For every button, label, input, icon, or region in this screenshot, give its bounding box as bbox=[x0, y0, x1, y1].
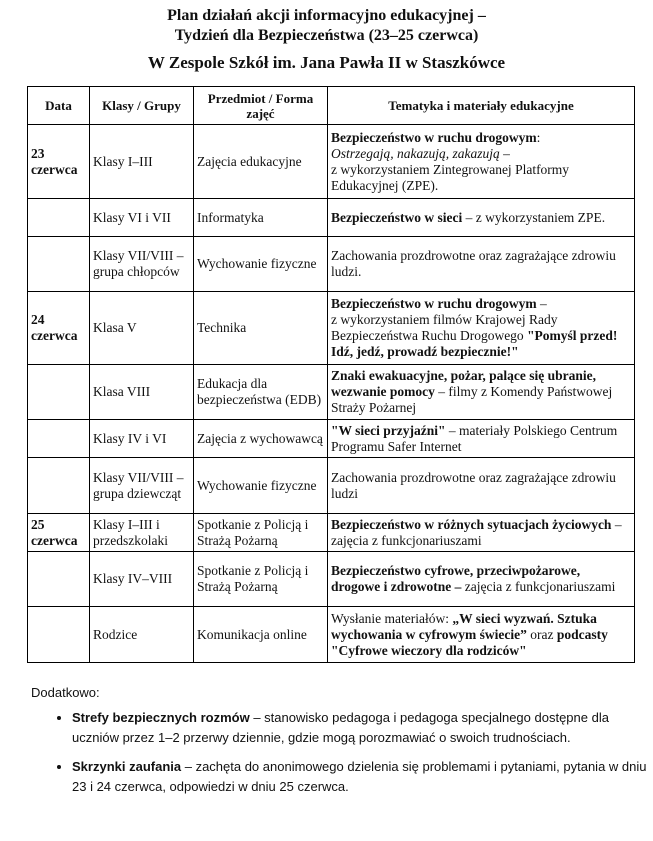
table-row bbox=[28, 607, 635, 663]
topic-cell bbox=[328, 514, 635, 552]
schedule-table bbox=[27, 86, 635, 663]
table-row bbox=[28, 199, 635, 237]
group-cell: Klasy VI i VII bbox=[90, 199, 194, 237]
date-cell bbox=[28, 552, 90, 607]
topic-italic: Ostrzegają, nakazują, zakazują bbox=[331, 145, 500, 161]
topic-cell bbox=[328, 365, 635, 420]
list-item-title: Strefy bezpiecznych rozmów bbox=[72, 710, 250, 725]
subject-cell: Wychowanie fizyczne bbox=[194, 237, 328, 292]
table-row bbox=[28, 292, 635, 365]
group-cell: Rodzice bbox=[90, 607, 194, 663]
topic-highlight: „W sieci wyzwań. Sztuka wychowania w cyfrowym świecie” bbox=[331, 610, 597, 642]
document-title-line-2: Tydzień dla Bezpieczeństwa (23–25 czerwca) bbox=[174, 27, 479, 44]
group-cell: Klasy I–III bbox=[90, 125, 194, 199]
group-cell: Klasy VII/VIII – grupa dziewcząt bbox=[90, 458, 194, 514]
date-cell: 23 czerwca bbox=[28, 125, 90, 199]
topic-highlight: Bezpieczeństwo w różnych sytuacjach życiowych bbox=[331, 516, 612, 532]
table-header-row bbox=[28, 87, 635, 125]
subject-cell: Komunikacja online bbox=[194, 607, 328, 663]
topic-cell bbox=[328, 420, 635, 458]
header-subject: Przedmiot / Forma zajęć bbox=[194, 87, 328, 125]
subject-cell: Wychowanie fizyczne bbox=[194, 458, 328, 514]
list-item-text: – zachęta do anonimowego dzielenia się problemami i pytaniami, pytania w dniu 23 i 24 czerwca, odpowiedzi w dniu 25 czerwca. bbox=[72, 759, 647, 794]
subject-cell: Informatyka bbox=[194, 199, 328, 237]
topic-cell bbox=[328, 199, 635, 237]
group-cell: Klasa V bbox=[90, 292, 194, 365]
topic-highlight: Bezpieczeństwo w ruchu drogowym bbox=[331, 296, 537, 311]
topic-text: zajęcia z funkcjonariuszami bbox=[461, 579, 616, 594]
topic-text-connector: oraz bbox=[526, 626, 557, 642]
document-title-line-1: Plan działań akcji informacyjno edukacyjnej – bbox=[167, 7, 486, 24]
list-item-title: Skrzynki zaufania bbox=[72, 759, 182, 774]
table-row bbox=[28, 365, 635, 420]
topic-text: Wysłanie materiałów: bbox=[331, 610, 453, 626]
subject-cell: Edukacja dla bezpieczeństwa (EDB) bbox=[194, 365, 328, 420]
topic-highlight: Bezpieczeństwo w ruchu drogowym bbox=[331, 129, 537, 145]
topic-text: Zachowania prozdrowotne oraz zagrażające zdrowiu ludzi bbox=[331, 469, 616, 501]
header-date: Data bbox=[28, 87, 90, 125]
list-item bbox=[72, 708, 653, 748]
header-topic: Tematyka i materiały edukacyjne bbox=[328, 87, 635, 125]
topic-highlight: Znaki ewakuacyjne, pożar, palące się ubranie, wezwanie pomocy bbox=[331, 368, 597, 399]
topic-highlight: Bezpieczeństwo cyfrowe, przeciwpożarowe, drogowe i zdrowotne – bbox=[331, 563, 581, 594]
date-cell bbox=[28, 420, 90, 458]
topic-cell bbox=[328, 237, 635, 292]
table-row bbox=[28, 552, 635, 607]
table-row bbox=[28, 125, 635, 199]
date-cell: 25 czerwca bbox=[28, 514, 90, 552]
document-subtitle: W Zespole Szkół im. Jana Pawła II w Staszkówce bbox=[147, 53, 506, 72]
subject-cell: Zajęcia edukacyjne bbox=[194, 125, 328, 199]
group-cell: Klasy VII/VIII – grupa chłopców bbox=[90, 237, 194, 292]
date-cell bbox=[28, 237, 90, 292]
topic-text: – zajęcia z funkcjonariuszami bbox=[331, 516, 622, 548]
group-cell: Klasy I–III i przedszkolaki bbox=[90, 514, 194, 552]
topic-highlight: "W sieci przyjaźni" bbox=[331, 422, 446, 438]
topic-text: Zachowania prozdrowotne oraz zagrażające zdrowiu ludzi. bbox=[331, 248, 616, 279]
additional-list bbox=[50, 708, 653, 806]
additional-label: Dodatkowo: bbox=[31, 685, 100, 700]
topic-text: – z wykorzystaniem filmów Krajowej Rady Bezpieczeństwa Ruchu Drogowego bbox=[331, 296, 558, 343]
list-item-text: – stanowisko pedagoga i pedagoga specjalnego dostępne dla uczniów przez 1–2 przerwy dziennie, gdzie mogą porozmawiać o swoich trudnościach. bbox=[72, 710, 609, 745]
topic-cell bbox=[328, 292, 635, 365]
table-row bbox=[28, 514, 635, 552]
date-cell bbox=[28, 199, 90, 237]
topic-cell bbox=[328, 607, 635, 663]
topic-cell bbox=[328, 125, 635, 199]
subject-cell: Spotkanie z Policją i Strażą Pożarną bbox=[194, 552, 328, 607]
date-cell bbox=[28, 458, 90, 514]
topic-cell bbox=[328, 552, 635, 607]
topic-text: – z wykorzystaniem ZPE. bbox=[462, 209, 606, 225]
date-cell bbox=[28, 365, 90, 420]
list-item bbox=[72, 757, 653, 797]
topic-colon: : bbox=[536, 129, 541, 145]
table-row bbox=[28, 237, 635, 292]
table-row bbox=[28, 420, 635, 458]
date-cell bbox=[28, 607, 90, 663]
table-row bbox=[28, 458, 635, 514]
subject-cell: Technika bbox=[194, 292, 328, 365]
topic-highlight: Bezpieczeństwo w sieci bbox=[331, 209, 463, 225]
topic-text: – materiały Polskiego Centrum Programu Safer Internet bbox=[331, 422, 618, 454]
subject-cell: Spotkanie z Policją i Strażą Pożarną bbox=[194, 514, 328, 552]
header-groups: Klasy / Grupy bbox=[90, 87, 194, 125]
topic-text: – filmy z Komendy Państwowej Straży Pożarnej bbox=[331, 384, 613, 415]
group-cell: Klasa VIII bbox=[90, 365, 194, 420]
topic-cell bbox=[328, 458, 635, 514]
subject-cell: Zajęcia z wychowawcą bbox=[194, 420, 328, 458]
film-title: "Pomyśl przed! Idź, jedź, prowadź bezpiecznie!" bbox=[331, 328, 618, 359]
date-cell: 24 czerwca bbox=[28, 292, 90, 365]
group-cell: Klasy IV–VIII bbox=[90, 552, 194, 607]
podcast-title: podcasty "Cyfrowe wieczory dla rodziców" bbox=[331, 626, 608, 658]
topic-text: – z wykorzystaniem Zintegrowanej Platformy Edukacyjnej (ZPE). bbox=[331, 145, 570, 193]
group-cell: Klasy IV i VI bbox=[90, 420, 194, 458]
